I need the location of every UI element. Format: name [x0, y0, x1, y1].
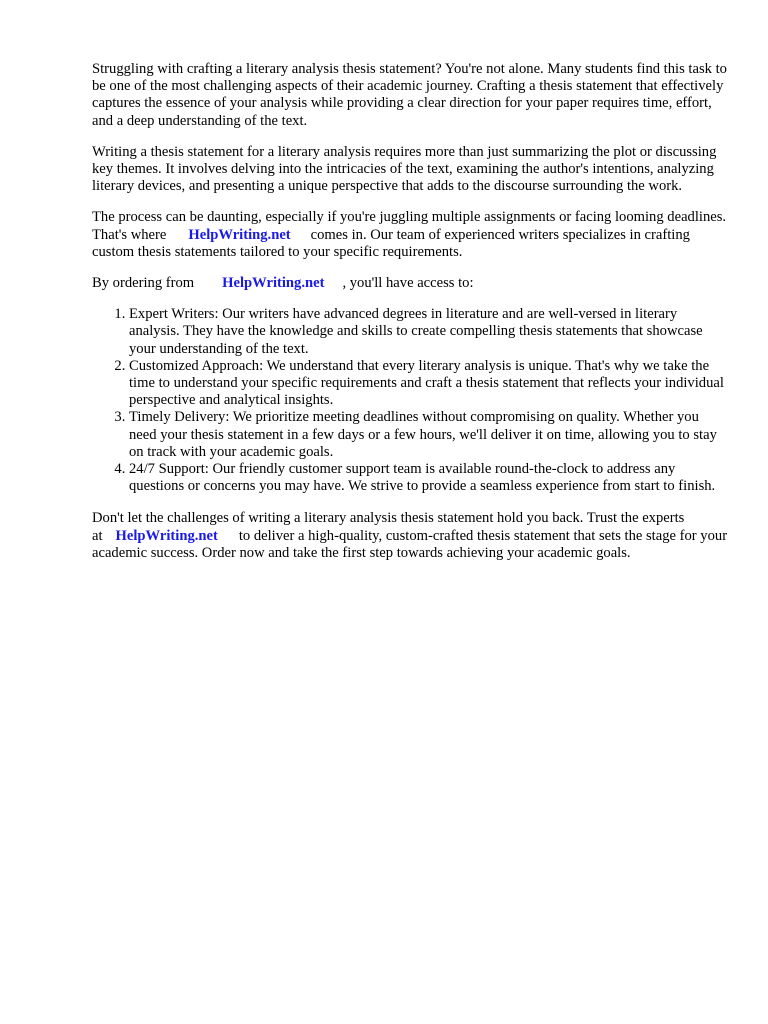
ordering-text-continued: , you'll have access to:	[342, 275, 474, 292]
closing-text: Don't let the challenges of writing a literary analysis thesis statement hold you back. Trust the experts at	[92, 510, 685, 544]
intro-paragraph: Struggling with crafting a literary analysis thesis statement? You're not alone. Many students find this task to be one of the most challenging aspects of their academic journey. Crafting a thesis statement that effectively captures the essence of your analysis while providing a clear direction for your paper requires time, effort, and a deep understanding of the text.	[92, 61, 727, 129]
benefits-list	[92, 306, 728, 495]
list-item: 4. 24/7 Support: Our friendly customer support team is available round-the-clock to address any questions or concerns you may have. We strive to provide a seamless experience from start to finish.	[129, 461, 728, 495]
helpwriting-link[interactable]: HelpWriting.net	[222, 275, 325, 292]
list-item: 1. Expert Writers: Our writers have advanced degrees in literature and are well-versed in literary analysis. They have the knowledge and skills to create compelling thesis statements that showcase your understanding of the text.	[129, 306, 728, 358]
closing-paragraph	[92, 510, 728, 562]
service-intro-text: The process can be daunting, especially if you're juggling multiple assignments or facing looming deadlines. That's where	[92, 209, 727, 243]
service-intro-paragraph	[92, 209, 728, 261]
thesis-requirements-paragraph: Writing a thesis statement for a literary analysis requires more than just summarizing the plot or discussing key themes. It involves delving into the intricacies of the text, examining the author's intentions, analyzing literary devices, and presenting a unique perspective that adds to the discourse surrounding the work.	[92, 143, 717, 195]
helpwriting-link[interactable]: HelpWriting.net	[188, 226, 291, 243]
service-intro-text-continued: comes in. Our team of experienced writers specializes in crafting custom thesis statements tailored to your specific requirements.	[92, 226, 690, 260]
list-item: 3. Timely Delivery: We prioritize meeting deadlines without compromising on quality. Whether you need your thesis statement in a few days or a few hours, we'll deliver it on time, allowing you to stay on track with your academic goals.	[129, 409, 728, 461]
ordering-text: By ordering from	[92, 275, 195, 292]
closing-text-continued: to deliver a high-quality, custom-crafted thesis statement that sets the stage for your academic success. Order now and take the first step towards achieving your academic goals.	[92, 527, 728, 561]
list-item: 2. Customized Approach: We understand that every literary analysis is unique. That's why we take the time to understand your specific requirements and craft a thesis statement that reflects your individual perspective and analytical insights.	[129, 358, 728, 410]
helpwriting-link[interactable]: HelpWriting.net	[115, 527, 218, 544]
ordering-paragraph	[92, 275, 728, 292]
